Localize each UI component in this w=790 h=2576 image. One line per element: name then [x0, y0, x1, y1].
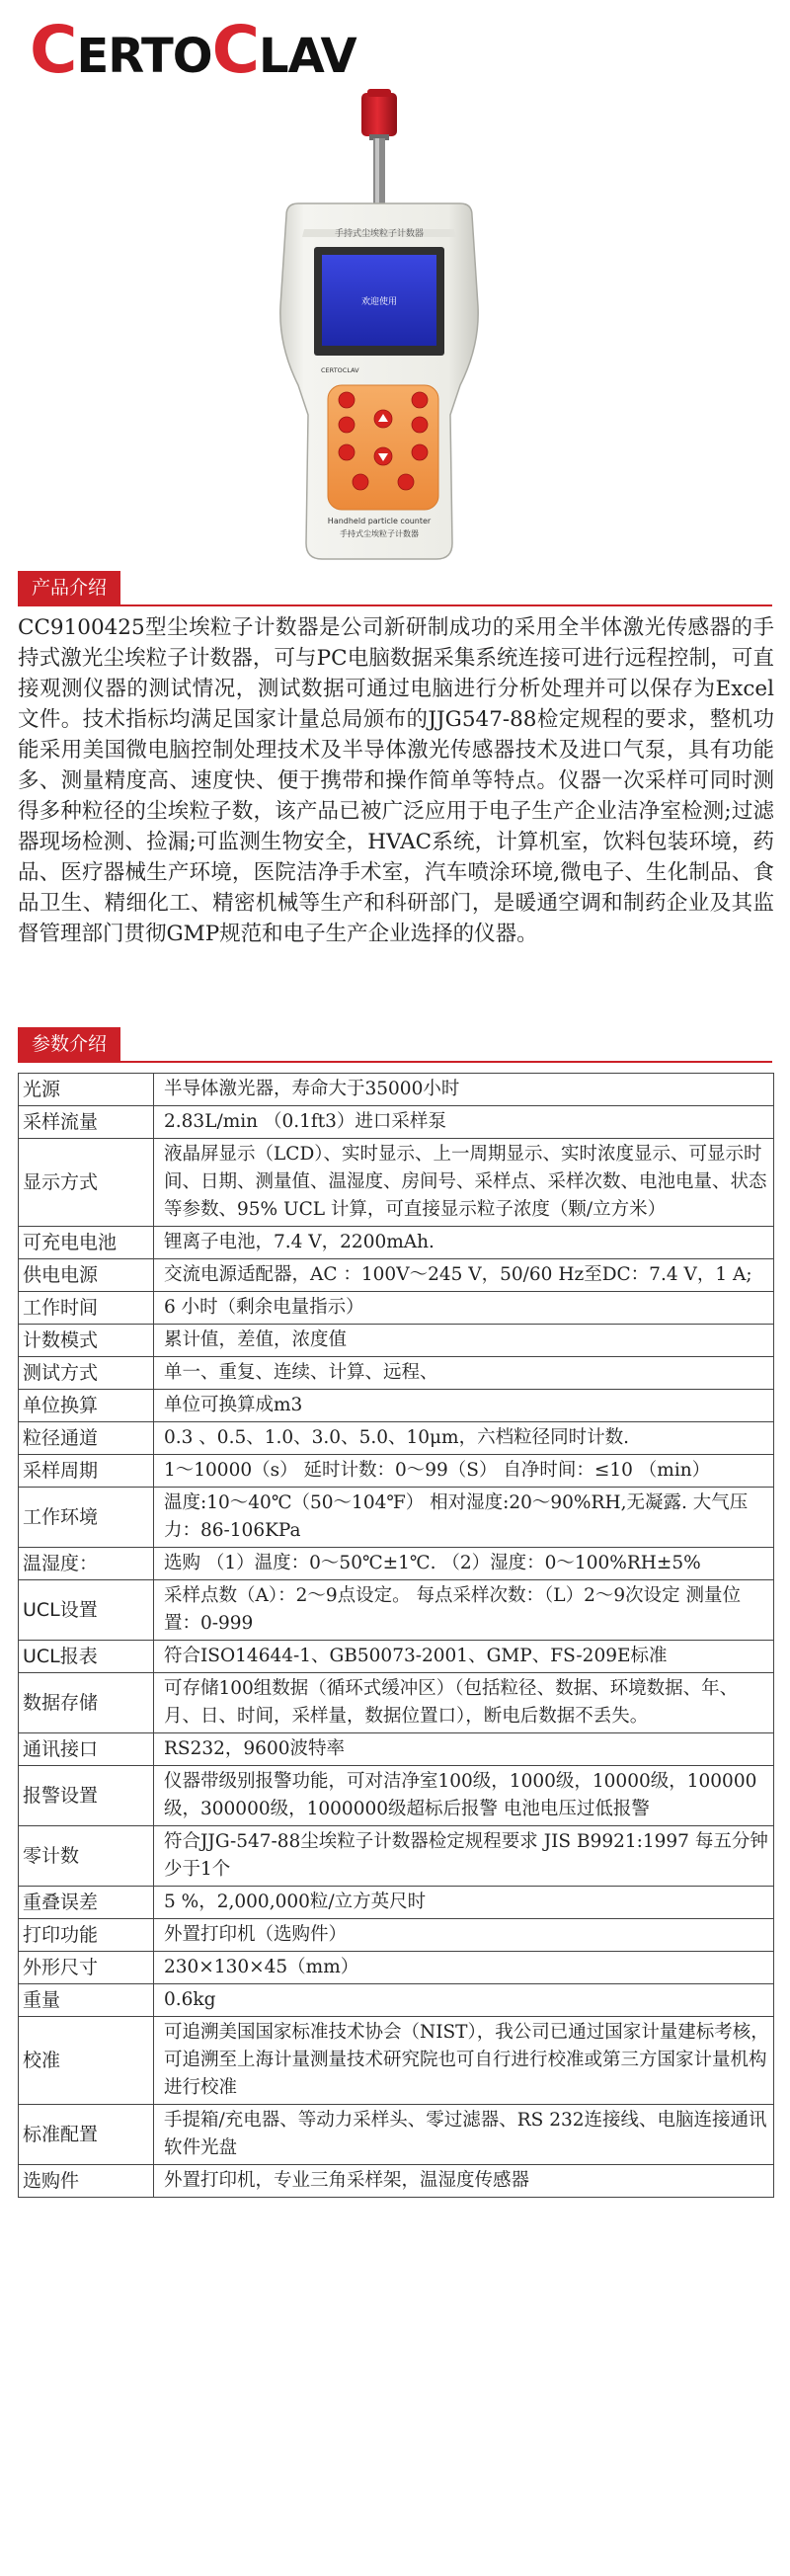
param-key: 外形尺寸 [19, 1952, 154, 1984]
param-key: 报警设置 [19, 1766, 154, 1826]
intro-section-header [18, 571, 772, 606]
param-value: 可存储100组数据（循环式缓冲区）（包括粒径、数据、环境数据、年、月、日、时间，采样量，数据位置口），断电后数据不丢失。 [154, 1673, 774, 1733]
param-key: 供电电源 [19, 1259, 154, 1292]
param-key: 数据存储 [19, 1673, 154, 1733]
param-value: RS232，9600波特率 [154, 1733, 774, 1766]
param-key: 工作环境 [19, 1488, 154, 1548]
table-row [19, 1074, 774, 1106]
device-label-en: Handheld particle counter [327, 517, 432, 525]
param-key: 校准 [19, 2017, 154, 2105]
param-key: UCL设置 [19, 1580, 154, 1641]
param-value: 外置打印机（选购件） [154, 1919, 774, 1952]
table-row [19, 1826, 774, 1887]
param-value: 仪器带级别报警功能，可对洁净室100级，1000级，10000级，100000级，300000级，1000000级超标后报警 电池电压过低报警 [154, 1766, 774, 1826]
param-key: 零计数 [19, 1826, 154, 1887]
param-key: 工作时间 [19, 1292, 154, 1325]
params-section-header [18, 1027, 772, 1063]
table-row [19, 1357, 774, 1390]
device-label-cn: 手持式尘埃粒子计数器 [340, 529, 419, 538]
param-value: 锂离子电池，7.4 V，2200mAh. [154, 1227, 774, 1259]
esc-button[interactable] [412, 444, 428, 460]
param-key: 温湿度： [19, 1548, 154, 1580]
table-row [19, 1733, 774, 1766]
left-button[interactable] [339, 417, 355, 433]
params-table [18, 1073, 774, 2198]
table-row [19, 1422, 774, 1455]
table-row [19, 1292, 774, 1325]
param-key: 粒径通道 [19, 1422, 154, 1455]
logo-text-erto: ERTO [76, 29, 212, 84]
param-key: 单位换算 [19, 1390, 154, 1422]
param-key: 采样流量 [19, 1106, 154, 1139]
param-value: 温度:10～40℃（50～104℉） 相对湿度:20～90%RH,无凝露. 大气压力：86-106KPa [154, 1488, 774, 1548]
table-row [19, 1325, 774, 1357]
params-section-title: 参数介绍 [18, 1027, 120, 1061]
start-button[interactable] [353, 474, 368, 490]
param-value: 符合JJG-547-88尘埃粒子计数器检定规程要求 JIS B9921:1997 每五分钟少于1个 [154, 1826, 774, 1887]
param-key: 重量 [19, 1984, 154, 2017]
enter-button[interactable] [339, 444, 355, 460]
device-brand-small: CERTOCLAV [321, 366, 359, 374]
table-row [19, 1766, 774, 1826]
param-value: 可追溯美国国家标准技术协会（NIST），我公司已通过国家计量建标考核，可追溯至上海计量测量技术研究院也可自行进行校准或第三方国家计量机构进行校准 [154, 2017, 774, 2105]
param-value: 0.6kg [154, 1984, 774, 2017]
param-value: 0.3 、0.5、1.0、3.0、5.0、10μm，六档粒径同时计数. [154, 1422, 774, 1455]
param-value: 液晶屏显示（LCD）、实时显示、上一周期显示、实时浓度显示、可显示时间、日期、测量值、温湿度、房间号、采样点、采样次数、电池电量、状态等参数、95% UCL 计算，可直接显示粒子浓度（颗/立方米） [154, 1139, 774, 1227]
param-value: 外置打印机，专业三角采样架，温湿度传感器 [154, 2165, 774, 2198]
stop-button[interactable] [398, 474, 414, 490]
table-row [19, 1887, 774, 1919]
menu-button[interactable] [412, 392, 428, 408]
device-top-label: 手持式尘埃粒子计数器 [334, 229, 425, 239]
param-value: 手提箱/充电器、等动力采样头、零过滤器、RS 232连接线、电脑连接通讯软件光盘 [154, 2105, 774, 2165]
intro-section-title: 产品介绍 [18, 571, 120, 604]
table-row [19, 2165, 774, 2198]
product-image [0, 89, 790, 563]
screen-text: 欢迎使用 [360, 297, 398, 307]
logo-letter-c2: C [211, 12, 260, 88]
param-value: 单一、重复、连续、计算、远程、 [154, 1357, 774, 1390]
table-row [19, 1488, 774, 1548]
param-value: 累计值，差值，浓度值 [154, 1325, 774, 1357]
param-value: 采样点数（A）：2～9点设定。 每点采样次数：（L）2～9次设定 测量位置：0-999 [154, 1580, 774, 1641]
table-row [19, 1139, 774, 1227]
table-row [19, 1952, 774, 1984]
param-value: 交流电源适配器，AC ：100V～245 V，50/60 Hz至DC：7.4 V，1 A; [154, 1259, 774, 1292]
param-key: 计数模式 [19, 1325, 154, 1357]
right-button[interactable] [412, 417, 428, 433]
table-row [19, 1455, 774, 1488]
table-row [19, 1106, 774, 1139]
table-row [19, 1390, 774, 1422]
brand-logo [30, 12, 356, 88]
table-row [19, 2105, 774, 2165]
table-row [19, 1641, 774, 1673]
param-key: 选购件 [19, 2165, 154, 2198]
param-key: UCL报表 [19, 1641, 154, 1673]
product-description: CC9100425型尘埃粒子计数器是公司新研制成功的采用全半体激光传感器的手持式激光尘埃粒子计数器，可与PC电脑数据采集系统连接可进行远程控制，可直接观测仪器的测试情况，测试数据可通过电脑进行分析处理并可以保存为Excel文件。技术指标均满足国家计量总局颁布的JJG547-88检定规程的要求，整机功能采用美国微电脑控制处理技术及半导体激光传感器技术及进口气泵，具有功能多、测量精度高、速度快、便于携带和操作简单等特点。仪器一次采样可同时测得多种粒径的尘埃粒子数，该产品已被广泛应用于电子生产企业洁净室检测;过滤器现场检测、捡漏;可监测生物安全，HVAC系统，计算机室，饮料包装环境，药品、医疗器械生产环境，医院洁净手术室，汽车喷涂环境,微电子、生化制品、食品卫生、精细化工、精密机械等生产和科研部门，是暖通空调和制药企业及其监督管理部门贯彻GMP规范和电子生产企业选择的仪器。 [18, 615, 774, 946]
param-key: 采样周期 [19, 1455, 154, 1488]
param-key: 测试方式 [19, 1357, 154, 1390]
logo-text-lav: LAV [259, 29, 356, 84]
table-row [19, 1580, 774, 1641]
param-key: 打印功能 [19, 1919, 154, 1952]
param-key: 可充电电池 [19, 1227, 154, 1259]
logo-letter-c: C [30, 12, 77, 88]
param-key: 重叠误差 [19, 1887, 154, 1919]
param-key: 光源 [19, 1074, 154, 1106]
param-value: 6 小时（剩余电量指示） [154, 1292, 774, 1325]
table-row [19, 1919, 774, 1952]
table-row [19, 1227, 774, 1259]
param-value: 单位可换算成m3 [154, 1390, 774, 1422]
table-row [19, 1984, 774, 2017]
param-value: 230×130×45（mm） [154, 1952, 774, 1984]
param-value: 半导体激光器，寿命大于35000小时 [154, 1074, 774, 1106]
param-value: 2.83L/min （0.1ft3）进口采样泵 [154, 1106, 774, 1139]
sampling-probe [361, 89, 397, 207]
param-value: 1～10000（s） 延时计数：0～99（S） 自净时间：≤10 （min） [154, 1455, 774, 1488]
param-value: 符合ISO14644-1、GB50073-2001、GMP、FS-209E标准 [154, 1641, 774, 1673]
table-row [19, 1673, 774, 1733]
param-value: 选购 （1）温度：0～50℃±1℃. （2）湿度：0～100%RH±5% [154, 1548, 774, 1580]
table-row [19, 1548, 774, 1580]
param-key: 标准配置 [19, 2105, 154, 2165]
table-row [19, 2017, 774, 2105]
param-key: 显示方式 [19, 1139, 154, 1227]
table-row [19, 1259, 774, 1292]
param-value: 5 %，2,000,000粒/立方英尺时 [154, 1887, 774, 1919]
param-key: 通讯接口 [19, 1733, 154, 1766]
power-button[interactable] [339, 392, 355, 408]
